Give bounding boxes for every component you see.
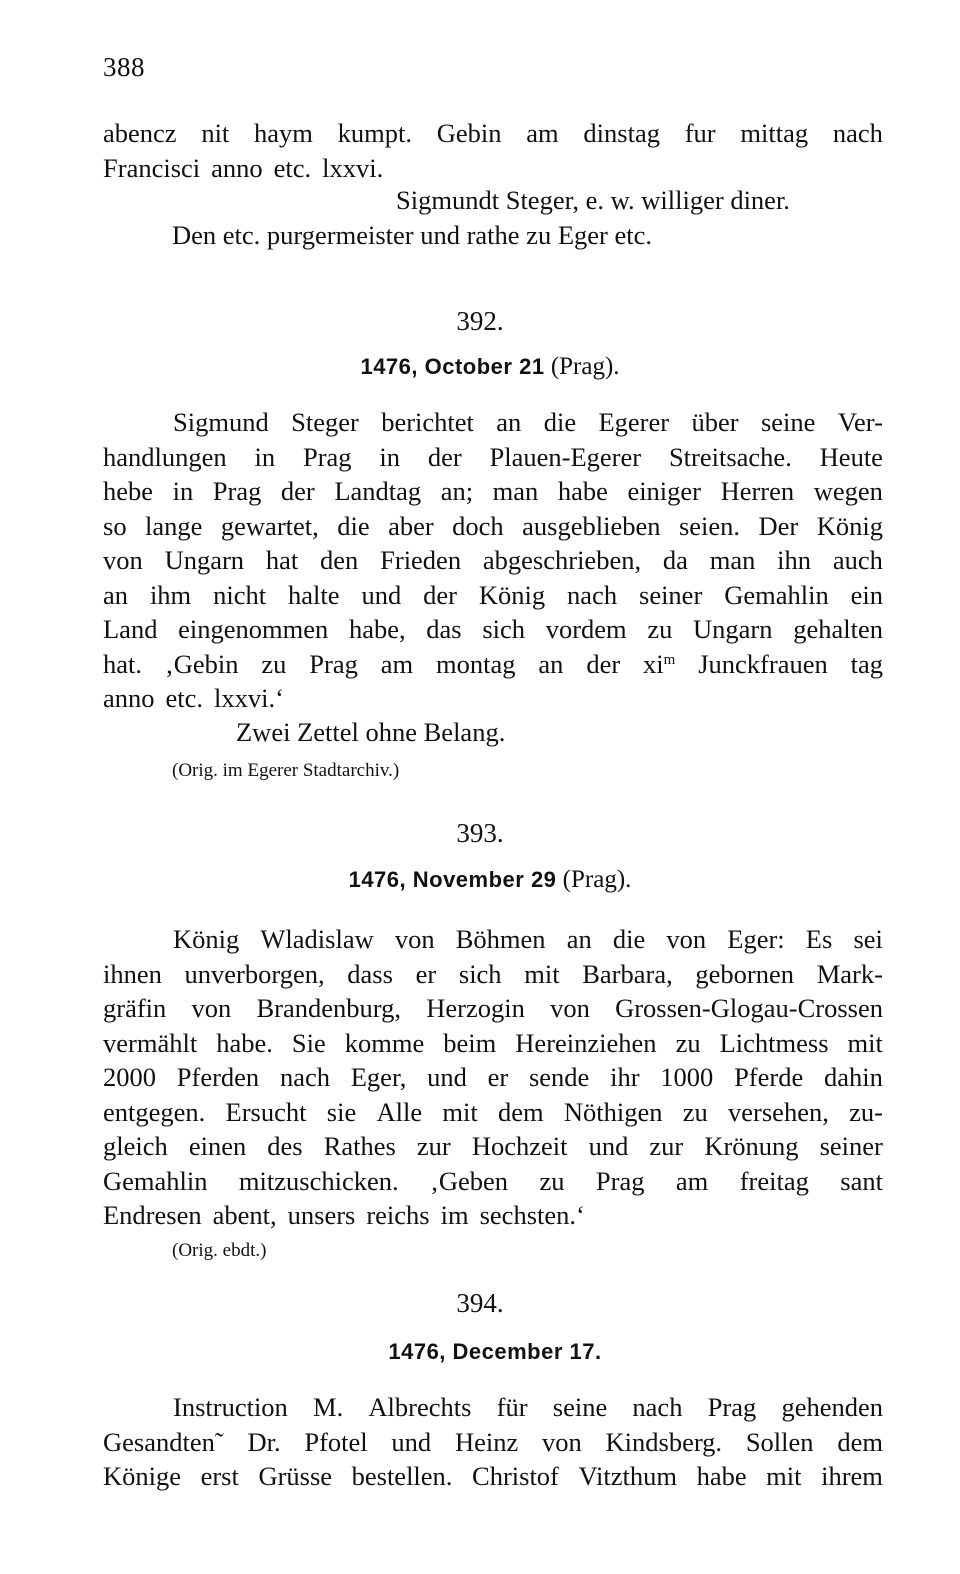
text-line <box>103 1129 883 1164</box>
word: wegen <box>813 476 883 506</box>
word: die <box>543 407 577 437</box>
word: Prag <box>707 1392 757 1422</box>
word: M. <box>313 1392 344 1422</box>
word: an <box>538 648 564 679</box>
word: König <box>816 510 883 541</box>
word: vordem <box>545 614 627 644</box>
word: ihrem <box>821 1461 883 1491</box>
word: ihm <box>149 579 192 610</box>
word: seiner <box>639 579 703 610</box>
word: in <box>379 441 400 472</box>
word: ihnen <box>103 958 162 989</box>
word: zu <box>539 1165 565 1196</box>
word: vermählt <box>103 1027 198 1058</box>
text-line <box>103 1164 883 1199</box>
text-line <box>103 612 883 647</box>
word: seien. <box>678 510 741 541</box>
word: am <box>675 1165 709 1196</box>
word: nit <box>201 118 230 148</box>
word: auch <box>832 545 883 575</box>
word: von <box>666 924 707 954</box>
word: im <box>440 1200 469 1230</box>
word: Ver- <box>837 407 883 437</box>
text-line <box>103 1425 883 1460</box>
word: zu <box>261 648 287 679</box>
word: in <box>172 476 194 506</box>
word: zur <box>416 1131 451 1161</box>
word: Könige <box>103 1461 182 1491</box>
word: Rathes <box>323 1131 396 1161</box>
word: dinstag <box>583 118 660 148</box>
word: Nöthigen <box>563 1096 663 1127</box>
word: ‚Gebin <box>164 648 239 679</box>
date-label: 1476, December 17. <box>388 1339 602 1364</box>
word: seine <box>552 1392 608 1422</box>
word: sich <box>458 958 502 989</box>
word: doch <box>452 510 504 541</box>
word: beim <box>443 1027 497 1058</box>
word: etc. <box>273 152 312 183</box>
word: lxxvi.‘ <box>214 683 284 713</box>
word: 1000 <box>660 1062 714 1092</box>
word: etc. <box>165 683 204 713</box>
word: Prag <box>309 648 358 679</box>
word: hat. <box>103 648 142 679</box>
word: aber <box>388 510 434 541</box>
word: Sollen <box>745 1426 814 1457</box>
word: ein <box>850 579 883 610</box>
word: Alle <box>376 1096 423 1127</box>
word: Böhmen <box>455 924 546 954</box>
text-line <box>103 647 883 682</box>
word: von <box>541 1426 582 1457</box>
entry-text-394 <box>103 1390 883 1494</box>
word: halte <box>288 579 340 610</box>
word: man <box>709 545 756 575</box>
word: Christof <box>472 1461 559 1491</box>
superscript: m <box>663 651 676 668</box>
word: von <box>191 993 232 1023</box>
word: König <box>173 924 240 954</box>
word: Gemahlin <box>103 1165 208 1196</box>
word: versehen, <box>728 1096 829 1127</box>
source-note: (Orig. ebdt.) <box>172 1240 267 1261</box>
word: von <box>103 545 143 575</box>
word: Kindsberg. <box>605 1426 723 1457</box>
text-line <box>103 1026 883 1061</box>
word: Eger: <box>727 924 785 954</box>
word: gewartet, <box>220 510 319 541</box>
word: Krönung <box>704 1131 799 1161</box>
word: Frieden <box>380 545 462 575</box>
word: Instruction <box>173 1392 288 1422</box>
word: montag <box>436 648 516 679</box>
text-line <box>103 1198 883 1233</box>
entry-text-392 <box>103 405 883 716</box>
word: so <box>103 510 127 541</box>
word: Egerer <box>598 407 670 437</box>
word: er <box>487 1062 509 1092</box>
word: komme <box>344 1027 425 1058</box>
word: Prag <box>595 1165 645 1196</box>
word: von <box>550 993 590 1023</box>
word: Albrechts <box>368 1392 472 1422</box>
word: zu- <box>849 1096 883 1127</box>
text-line <box>103 1390 883 1425</box>
word: hebe <box>103 476 154 506</box>
word: ihn <box>777 545 812 575</box>
word: dem <box>837 1426 883 1457</box>
entry-date-394 <box>0 1338 960 1366</box>
text-line <box>103 116 883 151</box>
word: berichtet <box>381 407 474 437</box>
word: von <box>394 924 435 954</box>
word: lxxvi. <box>322 152 384 183</box>
word: handlungen <box>103 441 227 472</box>
word: am <box>526 118 559 148</box>
word: Pfotel <box>304 1426 368 1457</box>
word: abencz <box>103 118 177 148</box>
word: die <box>337 510 370 541</box>
text-line <box>103 151 883 186</box>
word: Sigmund <box>173 407 269 437</box>
word: 2000 <box>103 1062 156 1092</box>
word: sant <box>840 1165 883 1196</box>
word: unverborgen, <box>184 958 325 989</box>
word: nicht <box>213 579 267 610</box>
word: habe. <box>216 1027 273 1058</box>
word: unsers <box>287 1200 356 1230</box>
word: da <box>662 545 688 575</box>
word: nach <box>279 1062 330 1092</box>
text-line <box>103 922 883 957</box>
word: sich <box>482 614 525 644</box>
text-line <box>103 991 883 1026</box>
word: und <box>427 1062 467 1092</box>
word: an <box>566 924 592 954</box>
word: Ungarn <box>693 614 773 644</box>
word-text: xi <box>643 648 664 679</box>
text-line <box>103 1060 883 1095</box>
word: man <box>492 476 539 506</box>
text-line <box>103 578 883 613</box>
word: der <box>586 648 621 679</box>
word: Dr. <box>247 1426 281 1457</box>
word: sei <box>853 924 883 954</box>
word: der <box>427 441 462 472</box>
word: an; <box>440 476 474 506</box>
word: Steger <box>291 407 359 437</box>
word: gehalten <box>793 614 883 644</box>
date-label: 1476, November 29 <box>348 867 557 892</box>
word: Herzogin <box>426 993 525 1023</box>
word: der <box>280 476 315 506</box>
word: Ersucht <box>225 1096 307 1127</box>
word: über <box>691 407 739 437</box>
word: Es <box>805 924 833 954</box>
word: Grossen-Glogau-Crossen <box>615 993 883 1023</box>
word: einen <box>188 1131 247 1161</box>
word: eingenommen <box>178 614 329 644</box>
word: habe <box>557 476 608 506</box>
word: habe, <box>348 614 406 644</box>
word: lange <box>145 510 203 541</box>
word: Land <box>103 614 158 644</box>
word: Plauen-Egerer <box>489 441 642 472</box>
word: Francisci <box>103 152 201 183</box>
word: Vitzthum <box>578 1461 677 1491</box>
date-label: 1476, October 21 <box>360 354 545 379</box>
text-line <box>103 543 883 578</box>
word: dass <box>347 958 393 989</box>
entry-date-392 <box>0 353 960 381</box>
word: tag <box>850 648 883 679</box>
entry-number-392: 392. <box>456 306 504 336</box>
text-line <box>103 509 883 544</box>
text-line <box>103 681 883 716</box>
word: zu <box>675 1027 701 1058</box>
text-line <box>103 474 883 509</box>
word: Der <box>758 510 799 541</box>
word: für <box>496 1392 528 1422</box>
word: Hereinziehen <box>515 1027 657 1058</box>
word: in <box>254 441 276 472</box>
word: sie <box>326 1096 357 1127</box>
word: ‚Geben <box>430 1165 509 1196</box>
signature-line: Sigmundt Steger, e. w. williger diner. <box>396 185 790 215</box>
page-number: 388 <box>103 52 145 82</box>
word: anno <box>211 152 263 183</box>
word: dem <box>497 1096 544 1127</box>
word: mit <box>847 1027 883 1058</box>
text-line <box>103 440 883 475</box>
entry-number-394: 394. <box>456 1288 504 1318</box>
word: am <box>380 648 414 679</box>
word: nach <box>832 118 883 148</box>
source-note: (Orig. im Egerer Stadtarchiv.) <box>172 760 400 781</box>
word: kumpt. <box>337 118 413 148</box>
word: an <box>496 407 522 437</box>
word: abgeschrieben, <box>482 545 642 575</box>
word: an <box>103 579 129 610</box>
text-line <box>103 405 883 440</box>
word: und <box>588 1131 629 1161</box>
place-label: (Prag). <box>562 866 632 893</box>
word: Gesandten˜ <box>103 1426 224 1457</box>
word: zu <box>682 1096 708 1127</box>
word: mit <box>442 1096 478 1127</box>
word: die <box>612 924 646 954</box>
word: erst <box>200 1461 239 1491</box>
word: Prag <box>212 476 262 506</box>
word: entgegen. <box>103 1096 206 1127</box>
word: Gebin <box>436 118 502 148</box>
word: anno <box>103 683 155 713</box>
word: Junckfrauen <box>698 648 828 679</box>
word: Barbara, <box>582 958 673 989</box>
entry-number-393: 393. <box>456 818 504 848</box>
word: mit <box>766 1461 802 1491</box>
word: Lichtmess <box>719 1027 829 1058</box>
continuation-text <box>103 116 883 185</box>
word: gleich <box>103 1131 168 1161</box>
word: bestellen. <box>351 1461 453 1491</box>
text-line <box>103 1459 883 1494</box>
word: er <box>415 958 437 989</box>
word: Grüsse <box>258 1461 333 1491</box>
word: Mark- <box>816 958 883 989</box>
word: abent, <box>212 1200 277 1230</box>
word: mitzuschicken. <box>238 1165 399 1196</box>
word: Streitsache. <box>668 441 792 472</box>
text-line <box>103 1095 883 1130</box>
word: Pferden <box>176 1062 260 1092</box>
word: der <box>423 579 457 610</box>
word: Herren <box>720 476 795 506</box>
place-label: (Prag). <box>550 353 620 380</box>
word: Gemahlin <box>724 579 829 610</box>
word: ausgeblieben <box>522 510 661 541</box>
word: einiger <box>627 476 702 506</box>
word: des <box>267 1131 303 1161</box>
word: Pferde <box>734 1062 804 1092</box>
word: Heute <box>819 441 883 472</box>
word: Endresen <box>103 1200 202 1230</box>
word: nach <box>632 1392 683 1422</box>
word: sechsten.‘ <box>479 1200 585 1230</box>
word: zur <box>649 1131 684 1161</box>
word: und <box>361 579 402 610</box>
word: und <box>391 1426 432 1457</box>
word: mittag <box>740 118 809 148</box>
word: gräfin <box>103 993 167 1023</box>
word: König <box>478 579 546 610</box>
word: hat <box>265 545 299 575</box>
word: Eger, <box>350 1062 407 1092</box>
word: nach <box>567 579 618 610</box>
word <box>643 647 675 682</box>
word: Heinz <box>454 1426 519 1457</box>
word: Sie <box>291 1027 326 1058</box>
word: haym <box>254 118 313 148</box>
word: das <box>426 614 462 644</box>
entry-text-393 <box>103 922 883 1233</box>
word: Landtag <box>334 476 422 506</box>
word: Ungarn <box>164 545 245 575</box>
word: habe <box>696 1461 747 1491</box>
word: freitag <box>739 1165 809 1196</box>
word: seiner <box>819 1131 883 1161</box>
extra-remark: Zwei Zettel ohne Belang. <box>236 717 506 747</box>
word: Brandenburg, <box>256 993 401 1023</box>
word: dahin <box>824 1062 883 1092</box>
entry-date-393 <box>0 866 960 894</box>
word: fur <box>684 118 716 148</box>
text-line <box>103 957 883 992</box>
word: reichs <box>366 1200 430 1230</box>
word: ihr <box>610 1062 640 1092</box>
word: Wladislaw <box>260 924 374 954</box>
word: Hochzeit <box>471 1131 568 1161</box>
word: sende <box>528 1062 590 1092</box>
word: seine <box>760 407 816 437</box>
word: mit <box>524 958 560 989</box>
word: gebornen <box>695 958 795 989</box>
word: Prag <box>302 441 352 472</box>
address-line: Den etc. purgermeister und rathe zu Eger etc. <box>172 220 652 250</box>
word: zu <box>647 614 673 644</box>
word: gehenden <box>781 1392 883 1422</box>
word: den <box>320 545 359 575</box>
